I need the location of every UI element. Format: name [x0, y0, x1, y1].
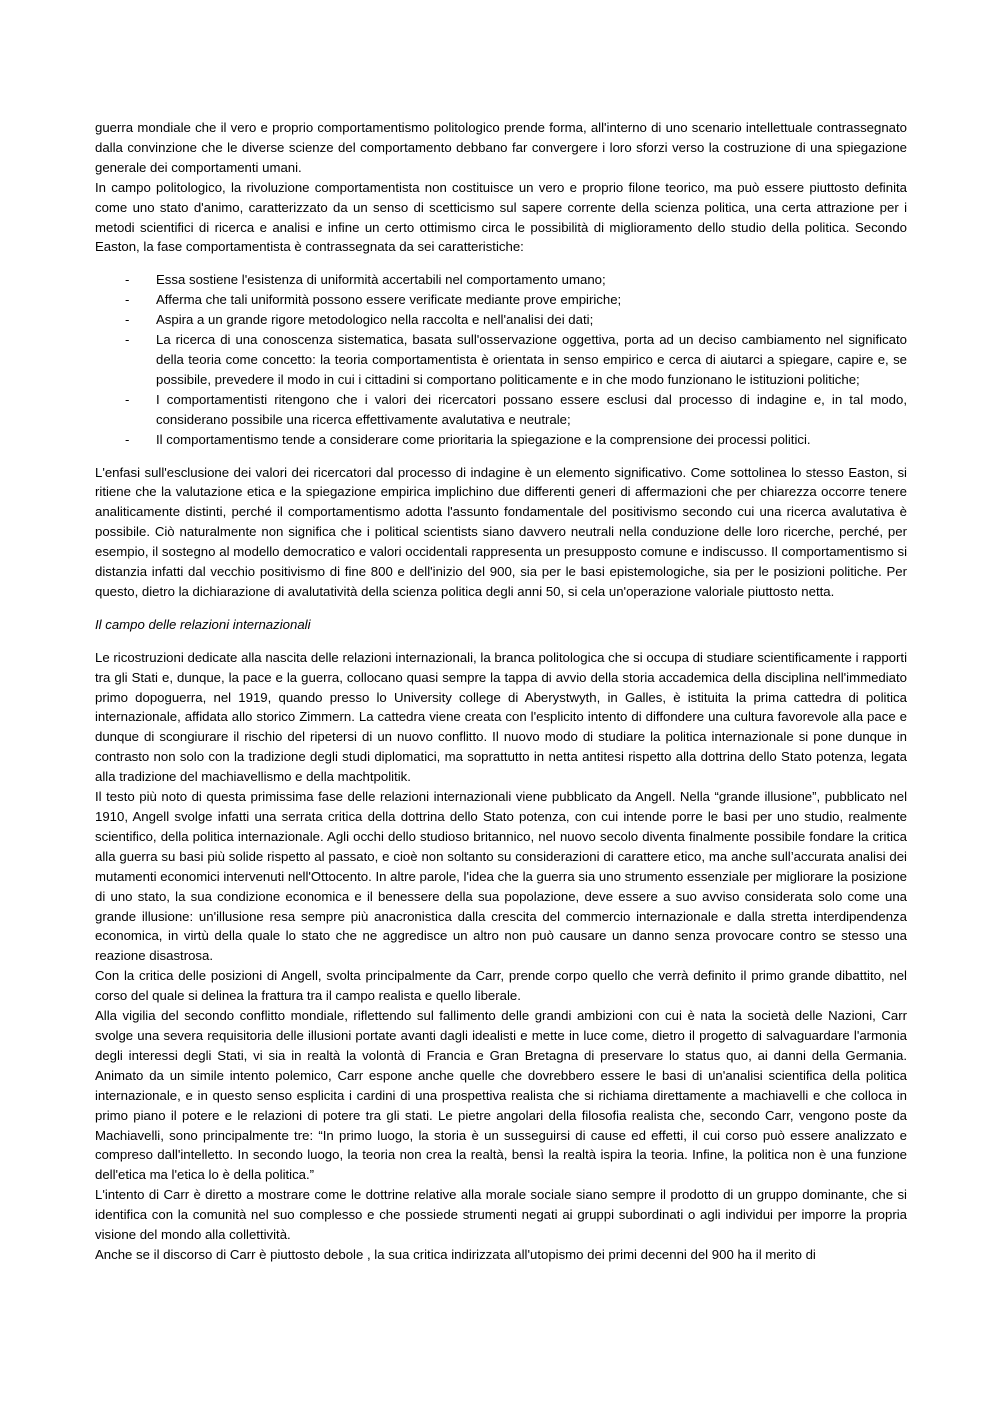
- characteristics-list: [95, 270, 907, 449]
- list-item-text: La ricerca di una conoscenza sistematica, basata sull'osservazione oggettiva, porta ad un deciso cambiamento nel significato della teoria come concetto: la teoria comportamentista è orientata in senso empirico e cerca di aiutarci a spiegare, capire e, se possibile, prevedere il modo in cui i cittadini si comportano politicamente e in che modo funzionano le istituzioni politiche;: [156, 332, 907, 387]
- document-page: [95, 118, 907, 1265]
- list-item-text: Aspira a un grande rigore metodologico nella raccolta e nell'analisi dei dati;: [156, 312, 594, 328]
- bullet-dash: -: [125, 292, 130, 308]
- bullet-dash: -: [125, 391, 130, 407]
- emphasis-paragraph: L'enfasi sull'esclusione dei valori dei ricercatori dal processo di indagine è un elemento significativo. Come sottolinea lo stesso Easton, si ritiene che la valutazione etica e la spiegazione empirica implichino due differenti generi di affermazioni che per chiarezza occorre tenere analiticamente distinti, perché il comportamentismo adotta l'assunto fondamentale del positivismo secondo cui una ricerca avalutativa è possibile. Ciò naturalmente non significa che i political scientists siano davvero neutrali nella conduzione delle loro ricerche, perché, per esempio, il sostegno al modello democratico e valori occidentali rappresenta un presupposto comune e indiscusso. Il comportamentismo si distanzia infatti dal vecchio positivismo di fine 800 e dell'inizio del 900, sia per le basi epistemologiche, sia per le posizioni politiche. Per questo, dietro la dichiarazione di avalutatività della scienza politica degli anni 50, si cela un'operazione valoriale piuttosto netta.: [95, 464, 907, 599]
- list-item: [95, 270, 907, 290]
- list-item-text: Il comportamentismo tende a considerare come prioritaria la spiegazione e la comprensione dei processi politici.: [156, 431, 811, 447]
- section-paragraph-6: Anche se il discorso di Carr è piuttosto debole , la sua critica indirizzata all'utopismo dei primi decenni del 900 ha il merito di: [95, 1246, 816, 1262]
- list-item: [95, 430, 907, 450]
- list-item-text: Essa sostiene l'esistenza di uniformità accertabili nel comportamento umano;: [156, 272, 606, 288]
- section-paragraph-4: Alla vigilia del secondo conflitto mondiale, riflettendo sul fallimento delle grandi ambizioni con cui è nata la società delle Nazioni, Carr svolge una severa requisitoria delle illusioni portate avanti dagli idealisti e mette in luce come, dietro il progetto di salvaguardare l'armonia degli interessi degli Stati, vi sia in realtà la volontà di Francia e Gran Bretagna di preservare lo status quo, ai danni della Germania. Animato da un simile intento polemico, Carr espone anche quelle che dovrebbero essere le basi di un'analisi scientifica della politica internazionale, e in questo senso esplicita i cardini di una prospettiva realista che si richiama direttamente a machiavelli e che colloca in primo piano il potere e le relazioni di potere tra gli stati. Le pietre angolari della filosofia realista che, secondo Carr, vengono poste da Machiavelli, sono principalmente tre: “In primo luogo, la storia è un susseguirsi di cause ed effetti, il cui corso può essere analizzato e compreso dall'intelletto. In secondo luogo, la teoria non crea la realtà, bensì la realtà ispira la teoria. Infine, la politica non è una funzione dell'etica ma l'etica lo è della politica.”: [95, 1008, 907, 1183]
- section-paragraph-1: Le ricostruzioni dedicate alla nascita delle relazioni internazionali, la branca politologica che si occupa di studiare scientificamente i rapporti tra gli Stati e, dunque, la pace e la guerra, collocano quasi sempre la tappa di avvio della storia accademica della disciplina nell'immediato primo dopoguerra, nel 1919, quando presso lo University college di Aberystwyth, in Galles, è istituita la prima cattedra di politica internazionale, affidata allo storico Zimmern. La cattedra viene creata con l'esplicito intento di diffondere una cultura favorevole alla pace e dunque di scongiurare il rischio del ripetersi di un nuovo conflitto. Il nuovo modo di studiare la politica internazionale si pone dunque in contrasto non solo con la tradizione degli studi diplomatici, ma soprattutto in netta antitesi rispetto alla dottrina dello Stato potenza, legata alla tradizione del machiavellismo e della machtpolitik.: [95, 649, 907, 785]
- list-item: [95, 390, 907, 430]
- intro-paragraph-1: guerra mondiale che il vero e proprio comportamentismo politologico prende forma, all'interno di uno scenario intellettuale contrassegnato dalla convinzione che le diverse scienze del comportamento debbano far convergere i loro sforzi verso la costruzione di una spiegazione generale dei comportamenti umani.: [95, 120, 907, 175]
- list-item-text: Afferma che tali uniformità possono essere verificate mediante prove empiriche;: [156, 292, 622, 308]
- section-heading: Il campo delle relazioni internazionali: [95, 616, 311, 632]
- bullet-dash: -: [125, 312, 130, 328]
- bullet-dash: -: [125, 272, 130, 288]
- section-paragraph-2: Il testo più noto di questa primissima fase delle relazioni internazionali viene pubblicato da Angell. Nella “grande illusione”, pubblicato nel 1910, Angell svolge infatti una serrata critica della dottrina dello Stato potenza, con cui intende porre le basi per uno studio, realmente scientifico, della politica internazionale. Agli occhi dello studioso britannico, nel nuovo secolo diventa finalmente possibile fondare la critica alla guerra su basi più solide rispetto al passato, e cioè non soltanto su considerazioni di carattere etico, ma anche sull’accurata analisi dei mutamenti economici intervenuti nell'Ottocento. In altre parole, l'idea che la guerra sia uno strumento essenziale per migliorare la posizione di uno stato, la sua condizione economica e il benessere della sua popolazione, deve essere a suo avviso considerata solo come una grande illusione: un'illusione resa sempre più anacronistica dalla crescita del commercio internazionale e dalla stretta interdipendenza economica, in virtù della quale lo stato che ne aggredisce un altro non può causare un danno senza provocare contro se stesso una reazione disastrosa.: [95, 789, 907, 964]
- bullet-dash: -: [125, 332, 130, 348]
- list-item: [95, 290, 907, 310]
- list-item: [95, 330, 907, 390]
- list-item: [95, 310, 907, 330]
- intro-paragraph-2: In campo politologico, la rivoluzione comportamentista non costituisce un vero e proprio filone teorico, ma può essere piuttosto definita come uno stato d'animo, caratterizzato da un senso di scetticismo sul sapere corrente della scienza politica, una certa attrazione per i metodi scientifici di ricerca e analisi e infine un certo ottimismo circa le possibilità di miglioramento dello studio della politica. Secondo Easton, la fase comportamentista è contrassegnata da sei caratteristiche:: [95, 179, 907, 255]
- section-paragraph-5: L'intento di Carr è diretto a mostrare come le dottrine relative alla morale sociale siano sempre il prodotto di un gruppo dominante, che si identifica con la comunità nel suo complesso e che possiede strumenti negati ai gruppi subordinati o agli individui per imporre la propria visione del mondo alla collettività.: [95, 1187, 907, 1243]
- list-item-text: I comportamentisti ritengono che i valori dei ricercatori possano essere esclusi dal processo di indagine e, in tal modo, considerano possibile una ricerca effettivamente avalutativa e neutrale;: [156, 391, 907, 427]
- bullet-dash: -: [125, 431, 130, 447]
- section-paragraph-3: Con la critica delle posizioni di Angell, svolta principalmente da Carr, prende corpo quello che verrà definito il primo grande dibattito, nel corso del quale si delinea la frattura tra il campo realista e quello liberale.: [95, 968, 907, 1004]
